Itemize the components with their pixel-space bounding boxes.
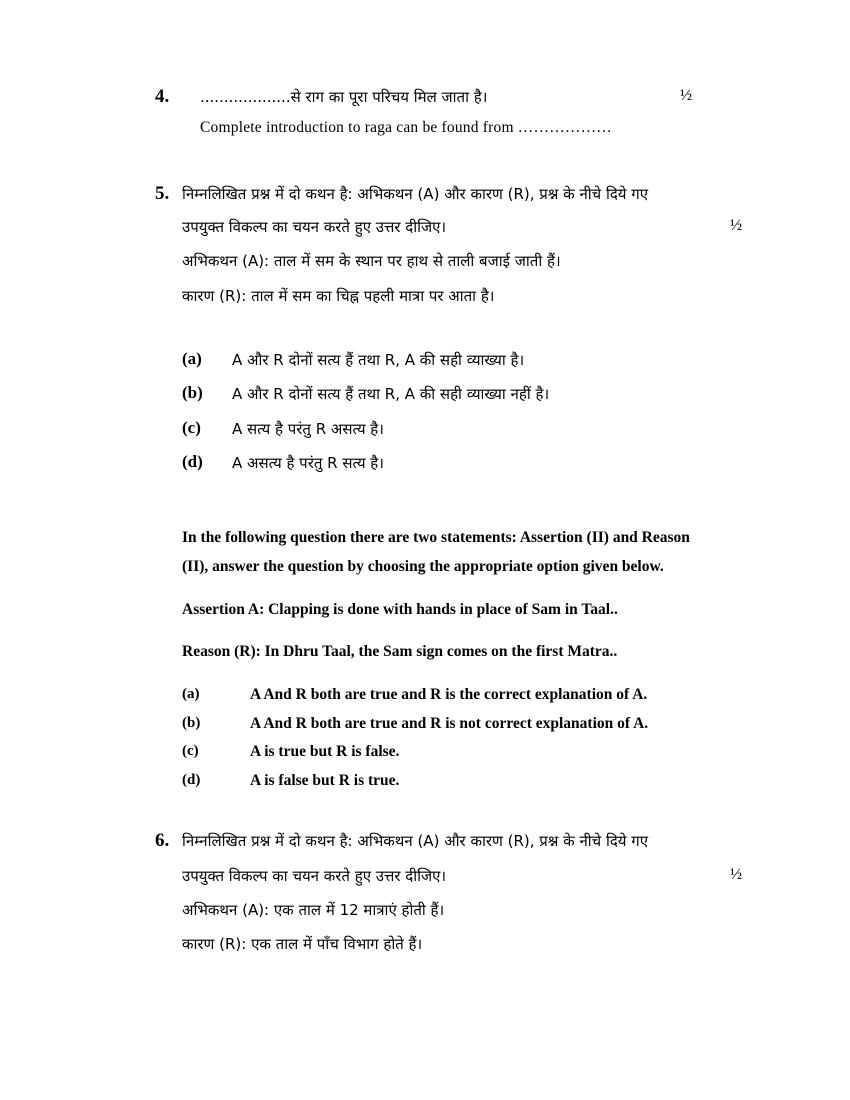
q5-number: 5. <box>155 183 170 204</box>
q5-hindi-line1: निम्नलिखित प्रश्न में दो कथन है: अभिकथन (A) और कारण (R), प्रश्न के नीचे दिये गए <box>182 185 649 203</box>
option-label: (d) <box>182 772 201 788</box>
q5-hindi-line2: उपयुक्त विकल्प का चयन करते हुए उत्तर दीजिए। <box>182 218 447 236</box>
q5-english-line1: In the following question there are two statements: Assertion (II) and Reason <box>182 529 690 546</box>
q5-reason-english: Reason (R): In Dhru Taal, the Sam sign comes on the first Matra.. <box>182 643 618 660</box>
option-text: A असत्य है परंतु R सत्य है। <box>232 454 384 472</box>
option-label: (b) <box>182 715 201 731</box>
q4-marks: ½ <box>680 87 692 104</box>
option-text: A And R both are true and R is not correct explanation of A. <box>250 715 649 732</box>
q4-english-text: Complete introduction to raga can be found from ……………… <box>200 119 612 136</box>
option-label: (d) <box>182 452 203 471</box>
q5-reason-hindi: कारण (R): ताल में सम का चिह्न पहली मात्रा पर आता है। <box>182 287 495 305</box>
option-label: (b) <box>182 383 203 402</box>
q6-marks: ½ <box>730 866 742 883</box>
option-text: A is false but R is true. <box>250 772 400 789</box>
option-text: A And R both are true and R is the correct explanation of A. <box>250 686 648 703</box>
q6-assertion-hindi: अभिकथन (A): एक ताल में 12 मात्राएं होती हैं। <box>182 901 445 919</box>
option-label: (c) <box>182 743 199 759</box>
q5-assertion-hindi: अभिकथन (A): ताल में सम के स्थान पर हाथ से ताली बजाई जाती हैं। <box>182 252 561 270</box>
q5-marks: ½ <box>730 217 742 234</box>
q4-hindi-text: ...................से राग का पूरा परिचय मिल जाता है। <box>200 88 488 106</box>
option-label: (a) <box>182 349 202 368</box>
q6-reason-hindi: कारण (R): एक ताल में पाँच विभाग होते हैं। <box>182 935 423 953</box>
q6-number: 6. <box>155 830 170 851</box>
q6-hindi-line2: उपयुक्त विकल्प का चयन करते हुए उत्तर दीजिए। <box>182 867 447 885</box>
q5-english-line2: (II), answer the question by choosing the appropriate option given below. <box>182 558 664 575</box>
option-label: (a) <box>182 686 200 702</box>
option-label: (c) <box>182 418 201 437</box>
option-text: A is true but R is false. <box>250 743 400 760</box>
q6-hindi-line1: निम्नलिखित प्रश्न में दो कथन है: अभिकथन (A) और कारण (R), प्रश्न के नीचे दिये गए <box>182 832 649 850</box>
option-text: A और R दोनों सत्य हैं तथा R, A की सही व्याख्या नहीं है। <box>232 385 550 403</box>
option-text: A सत्य है परंतु R असत्य है। <box>232 420 384 438</box>
q4-number: 4. <box>155 86 170 107</box>
option-text: A और R दोनों सत्य हैं तथा R, A की सही व्याख्या है। <box>232 351 525 369</box>
q5-assertion-english: Assertion A: Clapping is done with hands in place of Sam in Taal.. <box>182 601 618 618</box>
